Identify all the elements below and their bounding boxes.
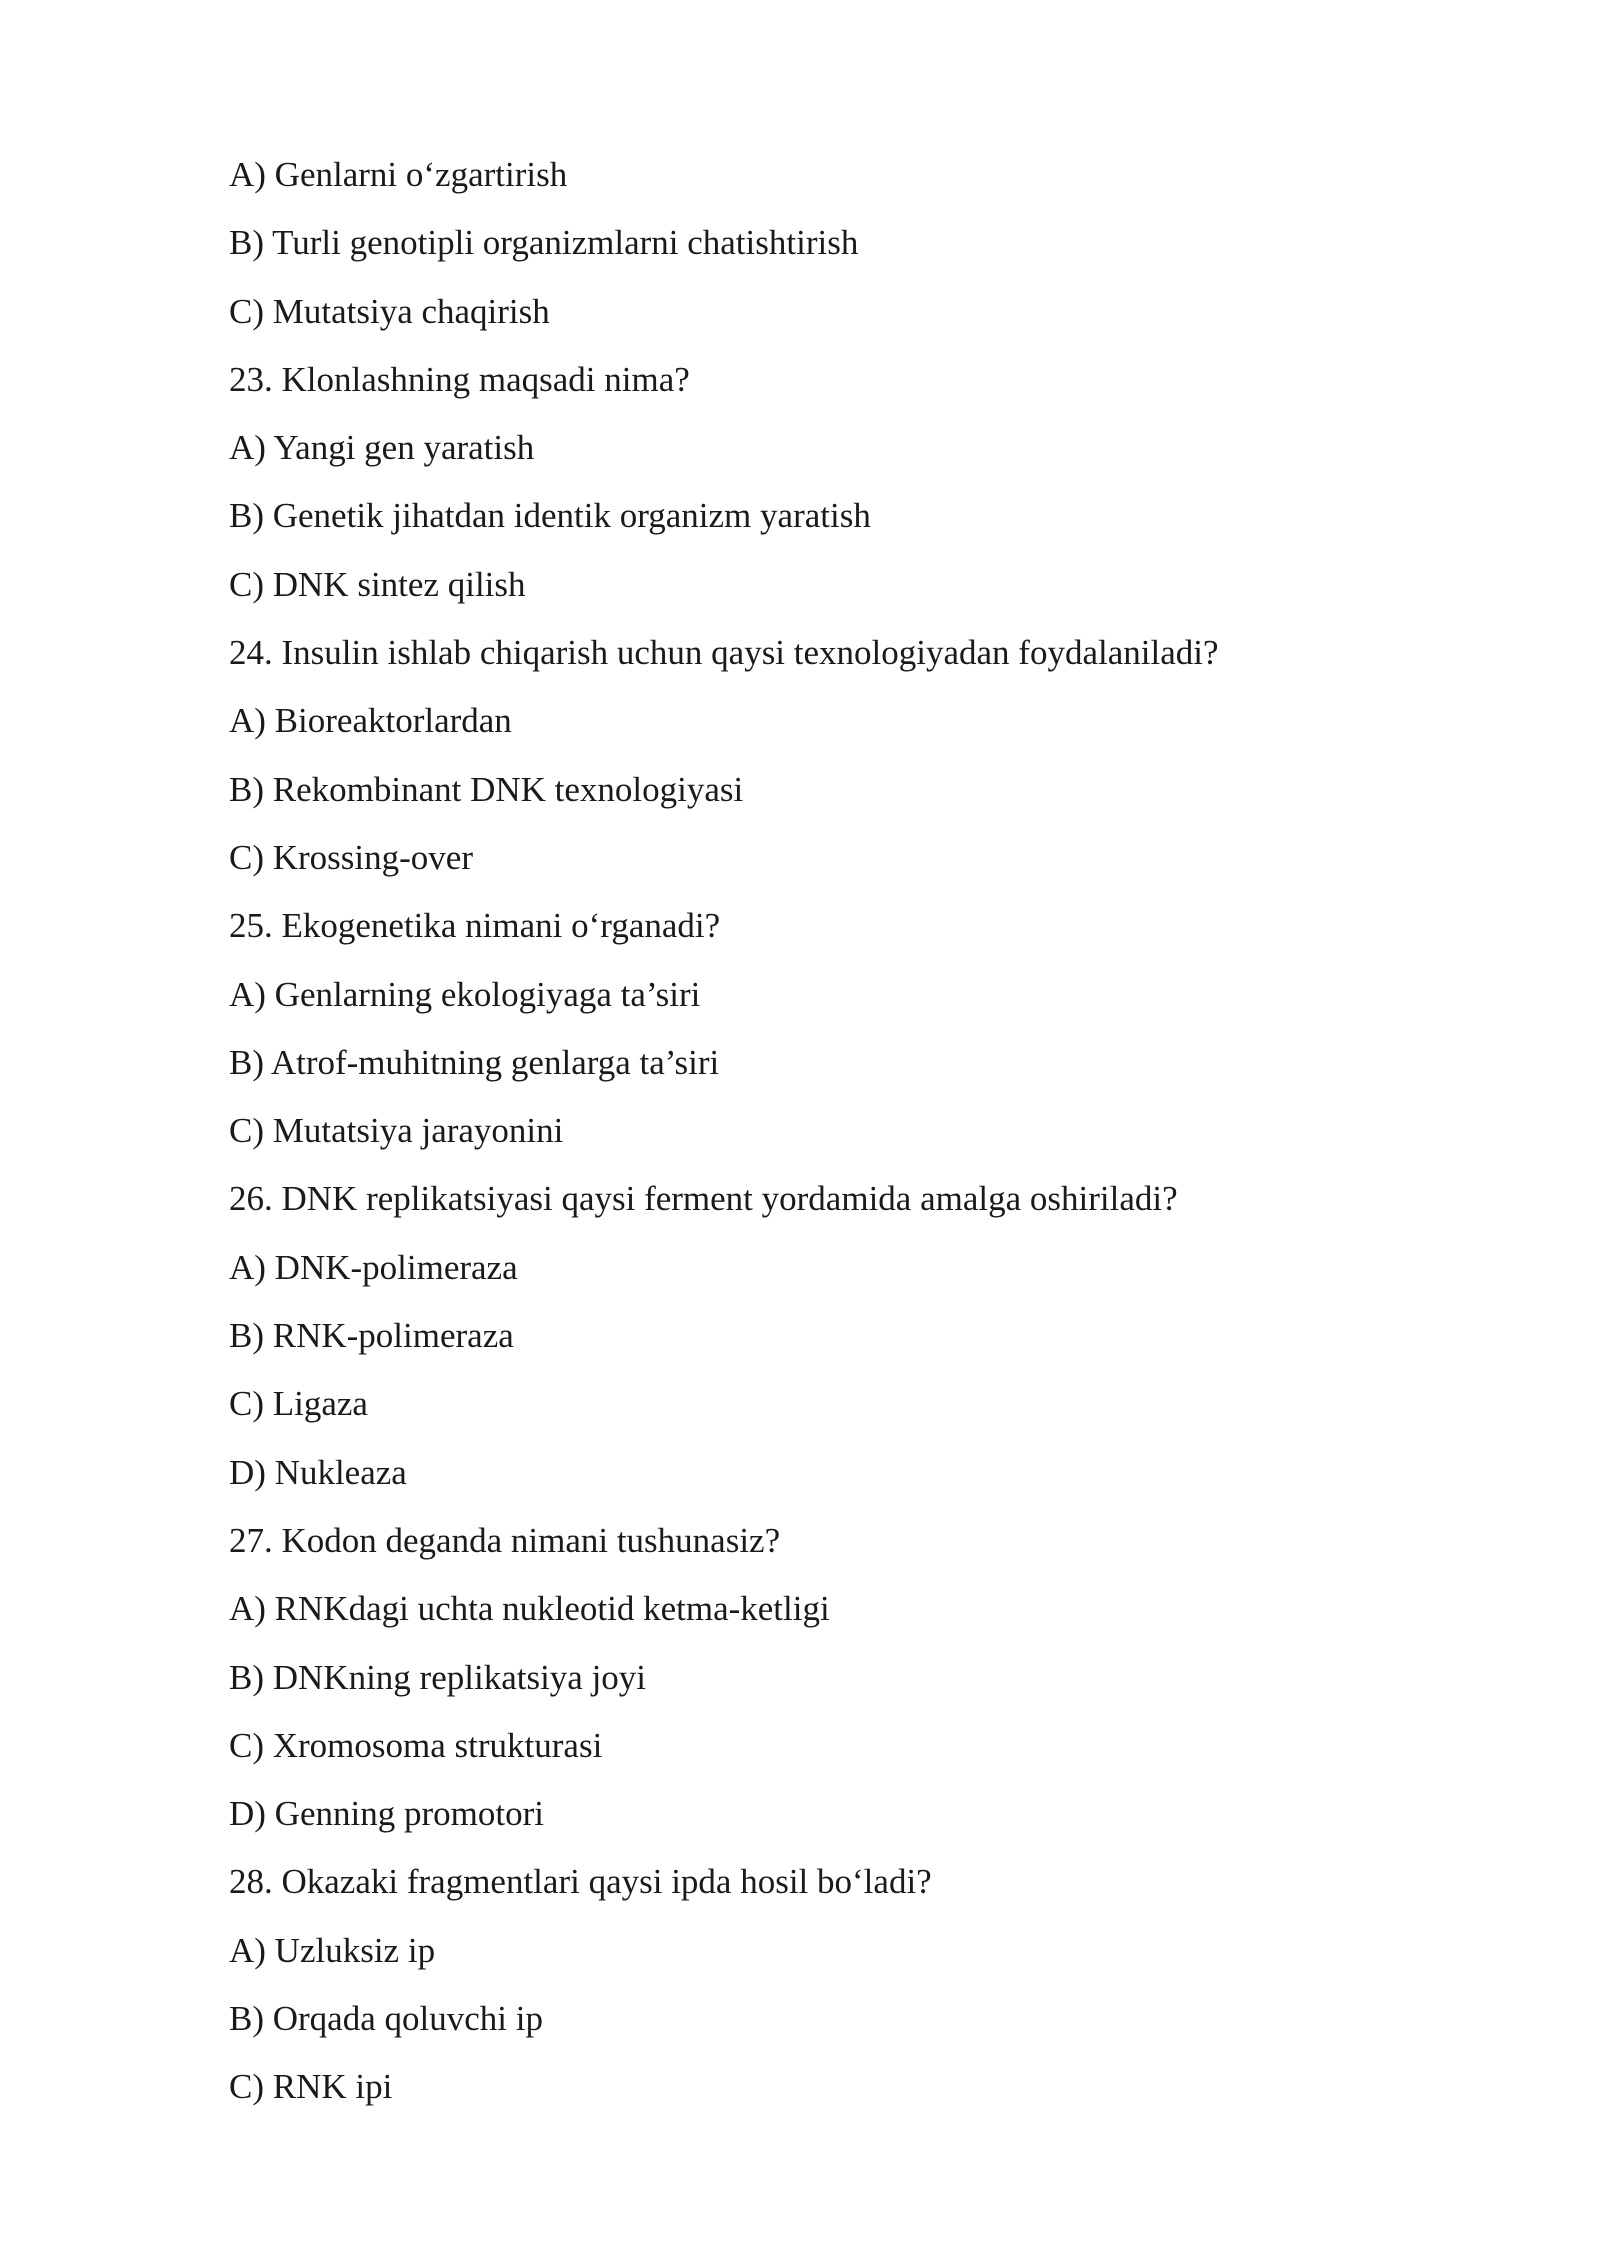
answer-option: B) Turli genotipli organizmlarni chatishtirish: [229, 223, 859, 263]
answer-option: B) Orqada qoluvchi ip: [229, 1999, 543, 2039]
question-25: 25. Ekogenetika nimani o‘rganadi?: [229, 906, 721, 946]
answer-option: C) Ligaza: [229, 1384, 368, 1424]
answer-option: C) RNK ipi: [229, 2067, 393, 2107]
answer-option: B) Genetik jihatdan identik organizm yaratish: [229, 496, 871, 536]
answer-option: A) RNKdagi uchta nukleotid ketma-ketligi: [229, 1589, 830, 1629]
answer-option: B) RNK-polimeraza: [229, 1316, 514, 1356]
answer-option: A) Yangi gen yaratish: [229, 428, 535, 468]
answer-option: A) DNK-polimeraza: [229, 1247, 518, 1287]
question-23: 23. Klonlashning maqsadi nima?: [229, 359, 690, 399]
answer-option: B) DNKning replikatsiya joyi: [229, 1657, 647, 1697]
answer-option: B) Rekombinant DNK texnologiyasi: [229, 769, 744, 809]
question-28: 28. Okazaki fragmentlari qaysi ipda hosil bo‘ladi?: [229, 1862, 932, 1902]
answer-option: B) Atrof-muhitning genlarga ta’siri: [229, 1042, 720, 1082]
answer-option: C) Mutatsiya jarayonini: [229, 1111, 564, 1151]
answer-option: D) Nukleaza: [229, 1452, 407, 1492]
question-24: 24. Insulin ishlab chiqarish uchun qaysi texnologiyadan foydalaniladi?: [229, 633, 1219, 673]
answer-option: A) Bioreaktorlardan: [229, 701, 512, 741]
answer-option: A) Genlarning ekologiyaga ta’siri: [229, 974, 701, 1014]
question-26: 26. DNK replikatsiyasi qaysi ferment yordamida amalga oshiriladi?: [229, 1179, 1178, 1219]
answer-option: D) Genning promotori: [229, 1794, 544, 1834]
question-list: [229, 148, 1379, 2129]
answer-option: A) Genlarni o‘zgartirish: [229, 155, 568, 194]
answer-option: C) DNK sintez qilish: [229, 564, 526, 604]
question-27: 27. Kodon deganda nimani tushunasiz?: [229, 1520, 781, 1560]
answer-option: C) Xromosoma strukturasi: [229, 1725, 603, 1765]
answer-option: A) Uzluksiz ip: [229, 1930, 436, 1970]
answer-option: C) Mutatsiya chaqirish: [229, 291, 550, 331]
answer-option: C) Krossing-over: [229, 837, 473, 877]
